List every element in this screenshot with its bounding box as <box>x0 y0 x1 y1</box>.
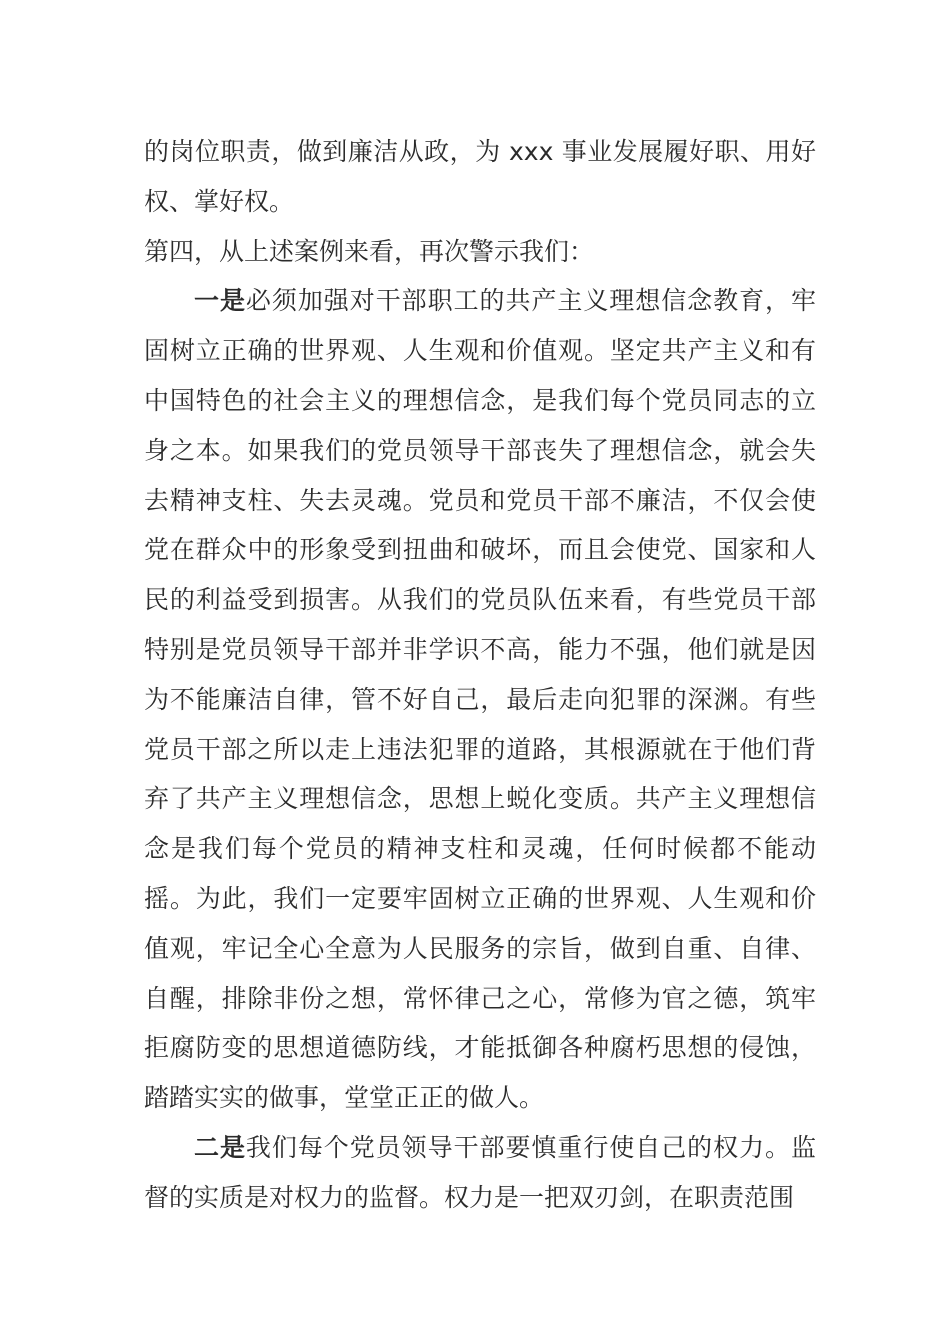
paragraph-lead: 二是 <box>194 1132 246 1162</box>
document-page <box>144 127 816 1223</box>
paragraph-lead: 一是 <box>194 286 246 316</box>
paragraph-text: 第四，从上述案例来看，再次警示我们： <box>144 236 595 266</box>
paragraph-point-two <box>144 1123 816 1223</box>
paragraph-text: 的岗位职责，做到廉洁从政，为 xxx 事业发展履好职、用好权、掌好权。 <box>144 137 816 216</box>
paragraph-point-one <box>144 276 816 1123</box>
paragraph-fourth-point <box>144 227 816 277</box>
paragraph-text: 必须加强对干部职工的共产主义理想信念教育，牢固树立正确的世界观、人生观和价值观。坚定共产主义和有中国特色的社会主义的理想信念，是我们每个党员同志的立身之本。如果我们的党员领导干部丧失了理想信念，就会失去精神支柱、失去灵魂。党员和党员干部不廉洁，不仅会使党在群众中的形象受到扭曲和破坏，而且会使党、国家和人民的利益受到损害。从我们的党员队伍来看，有些党员干部特别是党员领导干部并非学识不高，能力不强，他们就是因为不能廉洁自律，管不好自己，最后走向犯罪的深渊。有些党员干部之所以走上违法犯罪的道路，其根源就在于他们背弃了共产主义理想信念，思想上蜕化变质。共产主义理想信念是我们每个党员的精神支柱和灵魂，任何时候都不能动摇。为此，我们一定要牢固树立正确的世界观、人生观和价值观，牢记全心全意为人民服务的宗旨，做到自重、自律、自醒，排除非份之想，常怀律己之心，常修为官之德，筑牢拒腐防变的思想道德防线，才能抵御各种腐朽思想的侵蚀，踏踏实实的做事，堂堂正正的做人。 <box>144 286 816 1113</box>
paragraph-continuation <box>144 127 816 227</box>
paragraph-text: 我们每个党员领导干部要慎重行使自己的权力。监督的实质是对权力的监督。权力是一把双刃剑，在职责范围 <box>144 1132 816 1212</box>
